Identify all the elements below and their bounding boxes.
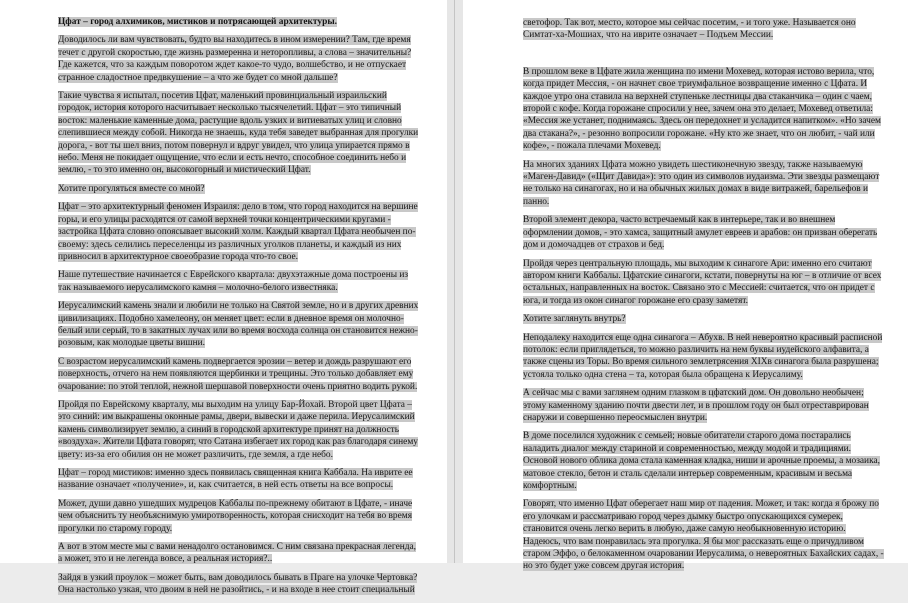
page-gap <box>447 0 463 563</box>
document-title <box>58 16 420 28</box>
highlighted-text: Доводилось ли вам чувствовать, будто вы находитесь в ином измерении? Там, где время течет с другой скоростью, где жизнь размеренна и неторопливы, а слова – значительны? Где кажется, что за каждым поворотом ждет какое-то чудо, волшебство, и не отпускает странное сладостное предвкушение – а что же будет со мной дальше? <box>58 35 412 83</box>
highlighted-text: Пройдя по Еврейскому кварталу, мы выходим на улицу Бар-Йохай. Второй цвет Цфата – это синий: им выкрашены оконные рамы, двери, вывески и даже перила. Иерусалимский камень символизирует землю, а синий в городской архитектуре принят на должность «воздуха». Жители Цфата говорят, что Сатана избегает их город как раз благодаря синему цвету: из-за его обилия он не может различить, где земля, а где небо. <box>58 399 418 460</box>
highlighted-text: Цфат – это архитектурный феномен Израиля: дело в том, что город находится на вершине горы, и его улицы расходятся от самой верхней точки концентрическими кругами - застройка Цфата словно опоясывает высокий холм. Каждый квартал Цфата необычен по-своему: здесь селились переселенцы из различных уголков планеты, и каждый из них привносил в архитектурное своеобразие города что-то свое. <box>58 202 418 262</box>
document-page-right[interactable] <box>463 0 908 572</box>
highlighted-text: Может, души давно ушедших мудрецов Каббалы по-прежнему обитают в Цфате, - иначе чем объяснить ту необъяснимую умиротворенность, которая снисходит на тебя во время прогулки по старому городу. <box>58 498 413 534</box>
body-paragraph <box>523 498 885 572</box>
highlighted-text: С возрастом иерусалимский камень подвергается эрозии – ветер и дождь разрушают его поверхность, отчего на нем появляются щербинки и трещины. Это только добавляет ему очарование: по этой теплой, нежной шершавой поверхности очень приятно водить рукой. <box>58 356 418 392</box>
page-text-column <box>523 17 885 579</box>
highlighted-text: А сейчас мы с вами заглянем одним глазком в цфатский дом. Он довольно необычен; этому каменному зданию почти двести лет, и в прошлом году он был отреставрирован снаружи и совершенно переосмыслен внутри. <box>523 388 869 423</box>
highlighted-text: Такие чувства я испытал, посетив Цфат, маленький провинциальный израильский городок, история которого насчитывает несколько тысячелетий. Цфат – это типичный восток: маленькие каменные дома, растущие вдоль узких и витиеватых улиц и словно слепившиеся между собой. Никогда не знаешь, куда тебя заведет выбранная для прогулки дорога, - вот ты шел вниз, потом повернул и вдруг увидел, что улица упирается прямо в небо. Меня не покидает ощущение, что если и есть нечто, способное соединить небо и землю, - то это именно он, высокогорный и мистический Цфат. <box>58 91 419 176</box>
body-paragraph <box>523 159 885 209</box>
highlighted-text: Неподалеку находится еще одна синагога – Абухв. В ней невероятно красивый расписной потолок: если приглядеться, то можно различить на нем буквы иудейского алфавита, а также сцены из Торы. Во время сильного землетрясения XIXв синагога была разрушена; устояла только одна стена – та, которая была обращена к Иерусалиму. <box>523 332 883 380</box>
body-paragraph <box>523 214 885 251</box>
highlighted-text: светофор. Так вот, место, которое мы сейчас посетим, - и того уже. Называется оно Симтат-ха-Мошиах, что на иврите означает – Подъем Мессии. <box>523 18 856 41</box>
document-page-left[interactable] <box>0 0 447 596</box>
highlighted-text: Второй элемент декора, часто встречаемый как в интерьере, так и во внешнем оформлении домов, - это хамса, защитный амулет евреев и арабов: он призван оберегать дом и домочадцев от страхов и бед. <box>523 215 878 251</box>
body-paragraph <box>523 313 885 325</box>
body-paragraph <box>58 467 420 492</box>
page-text-column <box>58 16 420 603</box>
page-divider <box>454 0 455 563</box>
highlighted-text: Зайдя в узкий проулок – может быть, вам доводилось бывать в Праге на улочке Чертовка? Она настолько узкая, что двоим в ней не разойтись, - и на входе в нее стоит специальный <box>58 572 418 596</box>
highlighted-text: На многих зданиях Цфата можно увидеть шестиконечную звезду, также называемую «Маген-Давид» («Щит Давида»): это один из символов иудаизма. Эти звезды размещают не только на синагогах, но и на обычных жилых домах в виде витражей, барельефов и панно. <box>523 159 880 207</box>
highlighted-text: В доме поселился художник с семьей; новые обитатели старого дома постарались наладить диалог между стариной и современностью, между модой и традициями. Основой нового облика дома стала каменная кладка, ниши и арочные проемы, а мозаика, матовое стекло, бетон и сталь сделали интерьер современным, красивым и весьма комфортным. <box>523 431 880 491</box>
body-paragraph <box>523 17 885 42</box>
highlighted-text: Цфат – город алхимиков, мистиков и потрясающей архитектуры. <box>58 17 337 27</box>
body-paragraph <box>523 387 885 424</box>
body-paragraph <box>58 572 420 597</box>
empty-paragraph <box>523 48 885 66</box>
body-paragraph <box>58 34 420 84</box>
body-paragraph <box>58 300 420 350</box>
highlighted-text: Наше путешествие начинается с Еврейского квартала: двухэтажные дома построены из так называемого иерусалимского камня – молочно-белого известняка. <box>58 270 409 293</box>
body-paragraph <box>58 498 420 535</box>
highlighted-text: Хотите заглянуть внутрь? <box>523 314 626 325</box>
body-paragraph <box>58 201 420 263</box>
body-paragraph <box>523 430 885 492</box>
highlighted-text: Цфат – город мистиков: именно здесь появилась священная книга Каббала. На иврите ее название означает «получение», и, как считается, в ней есть ответы на все вопросы. <box>58 468 413 491</box>
body-paragraph <box>58 183 420 195</box>
body-paragraph <box>523 332 885 382</box>
body-paragraph <box>58 269 420 294</box>
body-paragraph <box>523 258 885 308</box>
body-paragraph <box>58 356 420 393</box>
highlighted-text: Хотите прогуляться вместе со мной? <box>58 183 205 194</box>
body-paragraph <box>58 541 420 566</box>
highlighted-text: В прошлом веке в Цфате жила женщина по имени Мохевед, которая истово верила, что, когда придет Мессия, - он начнет свое триумфальное возвращение именно с Цфата. И каждое утро она ставила на верхней ступеньке лестницы два стаканчика – один с чаем, второй с кофе. Когда горожане спросили у нее, зачем она это делает, Мохевед ответила: «Мессия же устанет, поднимаясь. Здесь он передохнет и усладится напитком». «Но зачем два стакана?», - резонно вопросили горожане. «Ну кто же знает, что он любит, - чай или кофе», - пожала плечами Мохевед. <box>523 66 881 152</box>
highlighted-text: Говорят, что именно Цфат оберегает наш мир от падения. Может, и так: когда я брожу по его улочкам и рассматриваю город через дымку быстро опускающихся сумерек, становится очень легко верить в любую, даже самую необыкновенную историю. Надеюсь, что вам понравилась эта прогулка. Я бы мог рассказать еще о причудливом старом Эффо, о белокаменном очаровании Иерусалима, о невероятных Бахайских садах, - но это будет уже совсем другая история. <box>523 499 884 572</box>
body-paragraph <box>523 66 885 153</box>
highlighted-text: А вот в этом месте мы с вами ненадолго остановимся. С ним связана прекрасная легенда, а может, это и не легенда вовсе, а реальная история?.. <box>58 542 417 565</box>
highlighted-text: Иерусалимский камень знали и любили не только на Святой земле, но и в других древних цивилизациях. Подобно хамелеону, он меняет цвет: если в дневное время он молочно-белый или серый, то в закатных лучах или во время восхода солнца он становится нежно-розовым, как молодые цветы вишни. <box>58 301 419 349</box>
highlighted-text: Пройдя через центральную площадь, мы выходим к синагоге Ари: именно его считают автором книги Каббалы. Цфатские синагоги, кстати, повернуты на юг – в отличие от всех остальных, направленных на восток. Связано это с Мессией: считается, что он придет с юга, и тогда из окон синагог горожане его сразу заметят. <box>523 258 882 306</box>
body-paragraph <box>58 399 420 461</box>
body-paragraph <box>58 90 420 177</box>
